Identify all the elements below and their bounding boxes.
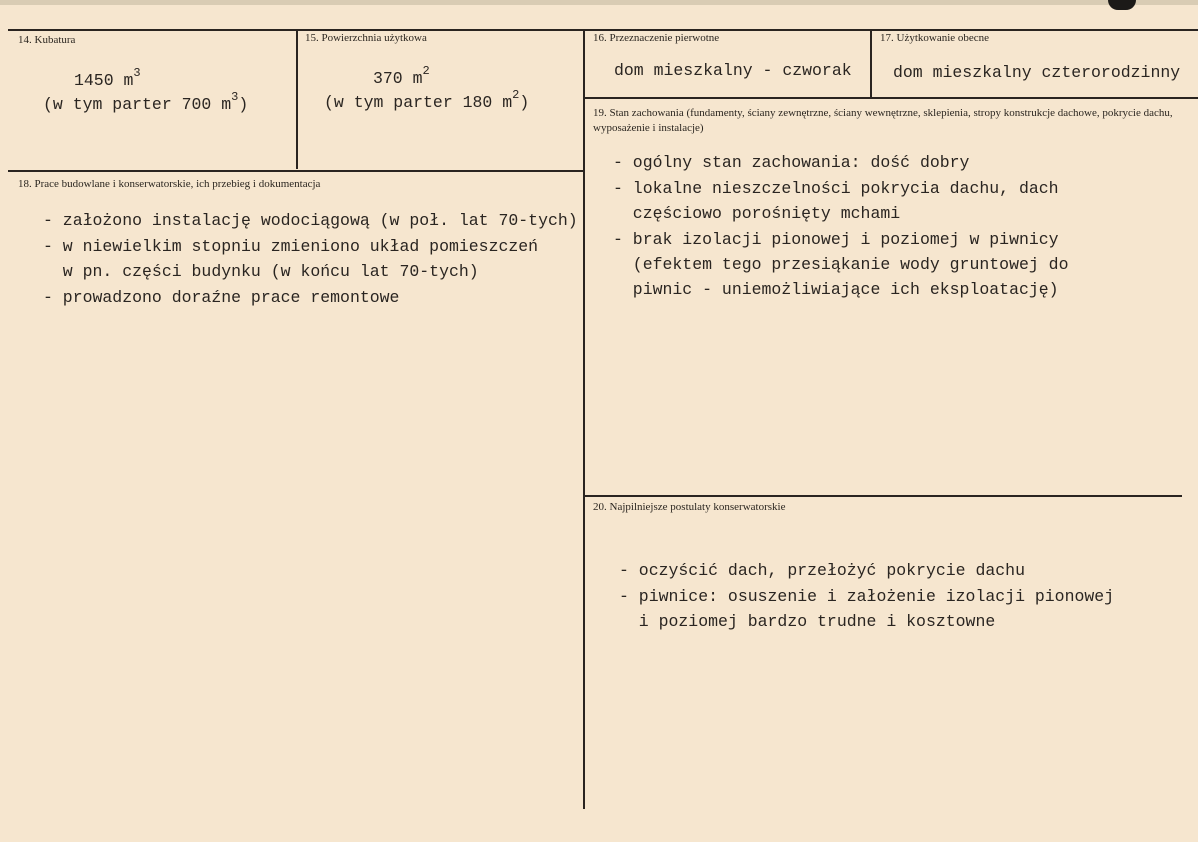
divider-16-17 — [870, 29, 872, 97]
field-18-line-1: - założono instalację wodociągową (w poł. lat 70-tych) — [43, 211, 578, 230]
field-19-line-5: (efektem tego przesiąkanie wody gruntowej do — [613, 255, 1069, 274]
divider-left-18 — [8, 170, 584, 172]
field-14-exponent-2: 3 — [231, 89, 239, 104]
field-18-line-3: w pn. części budynku (w końcu lat 70-tych) — [43, 262, 479, 281]
field-17-value: dom mieszkalny czterorodzinny — [893, 63, 1181, 82]
field-15-value-line1 — [373, 63, 430, 92]
field-14-close-paren: ) — [238, 95, 249, 114]
field-14-ground-floor: (w tym parter 700 m — [43, 95, 232, 114]
card-top-edge — [0, 0, 1198, 5]
field-17-label: 17. Użytkowanie obecne — [880, 32, 990, 44]
field-20-label: 20. Najpilniejsze postulaty konserwatorskie — [593, 501, 786, 513]
field-20-line-1: - oczyścić dach, przełożyć pokrycie dachu — [619, 561, 1025, 580]
field-14-exponent: 3 — [133, 65, 141, 80]
field-16-value: dom mieszkalny - czworak — [614, 61, 852, 80]
field-15-value-line2 — [324, 87, 530, 116]
field-19-line-6: piwnic - uniemożliwiające ich eksploatację) — [613, 280, 1059, 299]
corner-mark — [1108, 0, 1136, 10]
field-18-label: 18. Prace budowlane i konserwatorskie, ich przebieg i dokumentacja — [18, 178, 321, 190]
field-20-line-3: i poziomej bardzo trudne i kosztowne — [619, 612, 996, 631]
field-16-label: 16. Przeznaczenie pierwotne — [593, 32, 720, 44]
divider-center — [583, 29, 585, 809]
field-19-line-1: - ogólny stan zachowania: dość dobry — [613, 153, 970, 172]
divider-14-15 — [296, 29, 298, 169]
field-19-label: 19. Stan zachowania (fundamenty, ściany zewnętrzne, ściany wewnętrzne, sklepienia, stropy konstrukcje dachowe, pokrycie dachu, wyposażenie i instalacje) — [593, 107, 1173, 134]
field-14-volume: 1450 m — [74, 71, 134, 90]
field-18-line-4: - prowadzono doraźne prace remontowe — [43, 288, 400, 307]
field-14-value-line1 — [74, 65, 141, 94]
field-20-line-2: - piwnice: osuszenie i założenie izolacji pionowej — [619, 587, 1115, 606]
field-15-label: 15. Powierzchnia użytkowa — [305, 32, 427, 44]
field-19-line-2: - lokalne nieszczelności pokrycia dachu, dach — [613, 179, 1059, 198]
divider-right-20 — [584, 495, 1182, 497]
field-18-line-2: - w niewielkim stopniu zmieniono układ pomieszczeń — [43, 237, 539, 256]
field-15-close-paren: ) — [519, 93, 530, 112]
field-15-ground-floor: (w tym parter 180 m — [324, 93, 513, 112]
field-14-value-line2 — [43, 89, 249, 118]
field-15-area: 370 m — [373, 69, 423, 88]
field-15-exponent-2: 2 — [512, 87, 520, 102]
field-19-line-4: - brak izolacji pionowej i poziomej w piwnicy — [613, 230, 1059, 249]
divider-right-19 — [584, 97, 1198, 99]
field-14-label: 14. Kubatura — [18, 34, 76, 46]
field-15-exponent: 2 — [422, 63, 430, 78]
field-19-line-3: częściowo porośnięty mchami — [613, 204, 901, 223]
